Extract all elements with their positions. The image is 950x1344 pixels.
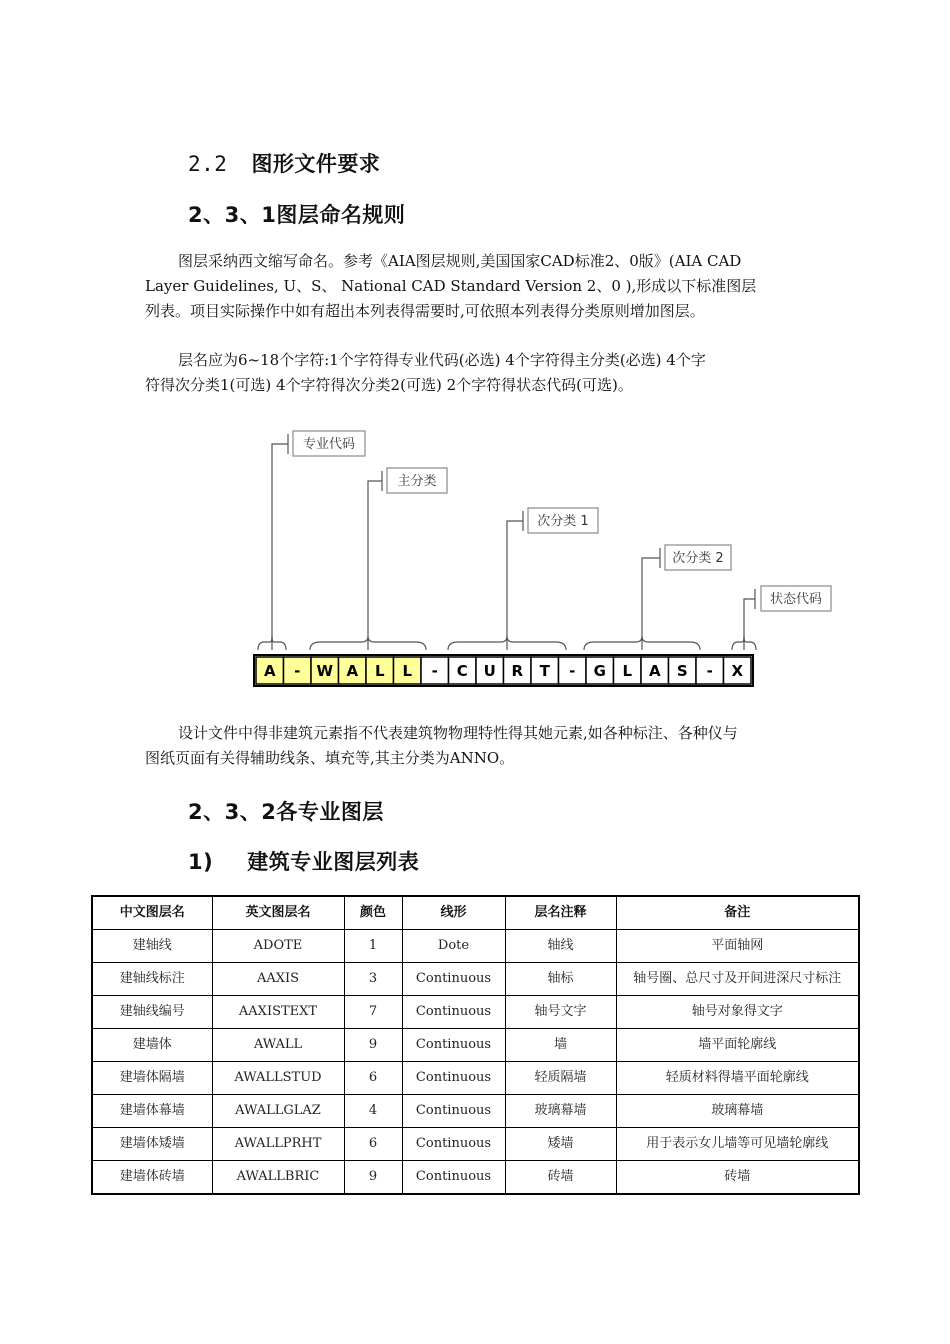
table-cell: 墙平面轮廓线	[616, 1029, 859, 1062]
table-cell: 玻璃幕墙	[505, 1095, 616, 1128]
table-cell: 墙	[505, 1029, 616, 1062]
diagram-cell-char: X	[731, 662, 744, 680]
table-cell: Continuous	[402, 996, 505, 1029]
table-cell: AWALLGLAZ	[212, 1095, 344, 1128]
layer-name-cells	[254, 655, 753, 686]
diagram-cell-char: L	[402, 662, 413, 680]
paragraph-line: 图层采纳西文缩写命名。参考《AIA图层规则,美国国家CAD标准2、0版》(AIA CAD	[178, 252, 742, 270]
table-header-row	[92, 896, 859, 930]
paragraph-line: 图纸页面有关得辅助线条、填充等,其主分类为ANNO。	[145, 749, 515, 767]
table-row	[92, 1029, 859, 1062]
diagram-cell-char: U	[483, 662, 496, 680]
table-cell: AAXISTEXT	[212, 996, 344, 1029]
section-heading-architecture	[188, 846, 419, 876]
header-cell: 线形	[402, 896, 505, 930]
table-cell: Continuous	[402, 1161, 505, 1195]
diagram-cell-char: A	[263, 662, 276, 680]
table-row	[92, 1095, 859, 1128]
diagram-cell-char: T	[539, 662, 550, 680]
header-cell: 颜色	[344, 896, 402, 930]
diagram-cell-char: L	[622, 662, 633, 680]
header-cell: 中文图层名	[92, 896, 212, 930]
table-cell: Continuous	[402, 1095, 505, 1128]
layer-name-diagram	[250, 420, 823, 695]
table-cell: 4	[344, 1095, 402, 1128]
table-row	[92, 1161, 859, 1195]
section-number: 1)	[188, 850, 214, 874]
table-cell: 6	[344, 1062, 402, 1095]
diagram-cell-char: -	[431, 662, 438, 680]
table-cell: AWALLSTUD	[212, 1062, 344, 1095]
table-cell: 轻质材料得墙平面轮廓线	[616, 1062, 859, 1095]
table-cell: ADOTE	[212, 930, 344, 963]
table-cell: 轻质隔墙	[505, 1062, 616, 1095]
label-text: 次分类 2	[672, 551, 724, 566]
table-cell: 9	[344, 1029, 402, 1062]
section-heading-2-3-2: 2、3、2各专业图层	[188, 800, 384, 824]
table-cell: 平面轴网	[616, 930, 859, 963]
paragraph-annotation	[145, 721, 738, 771]
table-cell: 1	[344, 930, 402, 963]
header-cell: 备注	[616, 896, 859, 930]
label-text: 次分类 1	[537, 514, 589, 529]
layer-name-diagram-svg	[250, 420, 823, 695]
table-row	[92, 963, 859, 996]
label-major-code	[272, 431, 365, 650]
paragraph-line: 列表。项目实际操作中如有超出本列表得需要时,可依照本列表得分类原则增加图层。	[145, 302, 705, 320]
table-cell: 建轴线标注	[92, 963, 212, 996]
bracket-line	[744, 589, 755, 650]
label-text: 专业代码	[302, 437, 356, 452]
diagram-cell-char: A	[346, 662, 359, 680]
section-number: 2.2	[188, 152, 228, 176]
table-cell: 砖墙	[616, 1161, 859, 1195]
table-cell: Continuous	[402, 1062, 505, 1095]
section-heading-2-3-1: 2、3、1图层命名规则	[188, 203, 406, 227]
label-sub-category-2	[642, 545, 731, 650]
paragraph-line: 符得次分类1(可选) 4个字符得次分类2(可选) 2个字符得状态代码(可选)。	[145, 376, 633, 394]
table-row	[92, 1128, 859, 1161]
label-text: 状态代码	[769, 592, 823, 607]
paragraph-line: 设计文件中得非建筑元素指不代表建筑物物理特性得其她元素,如各种标注、各种仪与	[178, 724, 738, 742]
diagram-cell-char: G	[593, 662, 606, 680]
table-cell: 3	[344, 963, 402, 996]
section-title: 建筑专业图层列表	[247, 850, 420, 874]
table-cell: 轴号对象得文字	[616, 996, 859, 1029]
section-heading-2-2	[188, 148, 380, 178]
table-cell: Continuous	[402, 963, 505, 996]
table-cell: 7	[344, 996, 402, 1029]
table-cell: 建轴线	[92, 930, 212, 963]
table-cell: 矮墙	[505, 1128, 616, 1161]
table-cell: Dote	[402, 930, 505, 963]
header-cell: 英文图层名	[212, 896, 344, 930]
table-cell: 6	[344, 1128, 402, 1161]
diagram-cell-char: S	[676, 662, 688, 680]
table-cell: AWALLPRHT	[212, 1128, 344, 1161]
table-cell: 建轴线编号	[92, 996, 212, 1029]
table-cell: Continuous	[402, 1128, 505, 1161]
diagram-cell-char: -	[706, 662, 713, 680]
table-cell: AWALLBRIC	[212, 1161, 344, 1195]
table-cell: 砖墙	[505, 1161, 616, 1195]
paragraph-line: Layer Guidelines, U、S、 National CAD Standard Version 2、0 ),形成以下标准图层	[145, 277, 757, 295]
table-row	[92, 996, 859, 1029]
table-cell: 轴号圈、总尺寸及开间进深尺寸标注	[616, 963, 859, 996]
bracket-line	[272, 434, 288, 650]
paragraph-layer-length	[145, 348, 706, 398]
diagram-cell-char: C	[456, 662, 468, 680]
paragraph-layer-naming	[145, 249, 757, 324]
table-cell: 用于表示女儿墙等可见墙轮廓线	[616, 1128, 859, 1161]
table-cell: AWALL	[212, 1029, 344, 1062]
architecture-layer-table	[91, 895, 860, 1195]
table-cell: 建墙体	[92, 1029, 212, 1062]
diagram-cell-char: A	[648, 662, 661, 680]
diagram-cell-char: -	[294, 662, 301, 680]
label-text: 主分类	[397, 474, 437, 489]
table-row	[92, 930, 859, 963]
header-cell: 层名注释	[505, 896, 616, 930]
table-cell: 轴号文字	[505, 996, 616, 1029]
label-sub-category-1	[507, 508, 598, 650]
bracket-line	[642, 548, 660, 650]
diagram-cell-char: R	[511, 662, 524, 680]
bracket-line	[368, 471, 382, 650]
table-cell: 建墙体矮墙	[92, 1128, 212, 1161]
table-cell: Continuous	[402, 1029, 505, 1062]
bracket-line	[507, 511, 523, 650]
table-cell: 玻璃幕墙	[616, 1095, 859, 1128]
diagram-cell-char: -	[569, 662, 576, 680]
label-main-category	[368, 468, 447, 650]
table-cell: AAXIS	[212, 963, 344, 996]
diagram-cell-char: W	[316, 662, 334, 680]
table-cell: 建墙体隔墙	[92, 1062, 212, 1095]
table-row	[92, 1062, 859, 1095]
table-cell: 建墙体幕墙	[92, 1095, 212, 1128]
table-cell: 建墙体砖墙	[92, 1161, 212, 1195]
table-cell: 轴线	[505, 930, 616, 963]
section-title: 图形文件要求	[251, 152, 381, 176]
diagram-cell-char: L	[374, 662, 385, 680]
table-cell: 轴标	[505, 963, 616, 996]
table-cell: 9	[344, 1161, 402, 1195]
label-status-code	[744, 586, 831, 650]
paragraph-line: 层名应为6~18个字符:1个字符得专业代码(必选) 4个字符得主分类(必选) 4个字	[178, 351, 706, 369]
